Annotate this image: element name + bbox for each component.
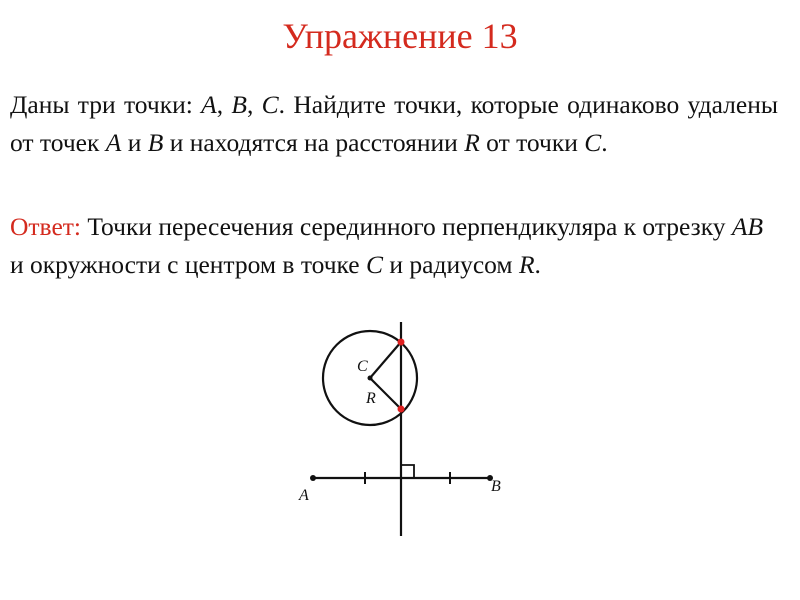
task-statement <box>10 86 778 162</box>
point-b-ref: B <box>147 128 164 157</box>
task-text: и <box>121 128 148 157</box>
segment-ab-ref: AB <box>731 212 764 241</box>
answer-text: и окружности с центром в точке <box>10 250 366 279</box>
label-a: A <box>299 487 309 504</box>
point-a <box>310 475 316 481</box>
task-text: от точки <box>479 128 585 157</box>
label-r: R <box>366 390 376 407</box>
task-text: Даны три точки: <box>10 90 202 119</box>
answer-text: . <box>534 250 541 279</box>
answer-block <box>10 208 776 284</box>
intersection-point-lower <box>398 406 405 413</box>
point-c-ref: C <box>366 250 384 279</box>
point-b-ref: B <box>231 90 247 119</box>
answer-label: Ответ: <box>10 212 81 241</box>
task-text: . <box>601 128 608 157</box>
point-c-ref: C <box>584 128 602 157</box>
right-angle-mark <box>401 465 414 478</box>
point-c-ref: C <box>261 90 279 119</box>
point-a-ref: A <box>105 128 122 157</box>
task-text: и находятся на расстоянии <box>163 128 465 157</box>
point-c <box>368 376 373 381</box>
label-b: B <box>491 478 501 495</box>
geometry-diagram <box>280 310 540 550</box>
radius-upper <box>370 342 401 378</box>
intersection-point-upper <box>398 339 405 346</box>
slide-title: Упражнение 13 <box>282 16 518 56</box>
label-c: C <box>357 358 368 375</box>
point-a-ref: A <box>201 90 217 119</box>
task-text: , <box>246 90 262 119</box>
radius-r-ref: R <box>464 128 480 157</box>
task-text: . Найдите точки, которые одинаково удалены от точек <box>10 90 779 157</box>
radius-r-ref: R <box>518 250 535 279</box>
answer-text: Точки пересечения серединного перпендикуляра к отрезку <box>81 212 732 241</box>
answer-text: и радиусом <box>383 250 519 279</box>
diagram-svg <box>280 310 540 550</box>
task-text: , <box>216 90 232 119</box>
